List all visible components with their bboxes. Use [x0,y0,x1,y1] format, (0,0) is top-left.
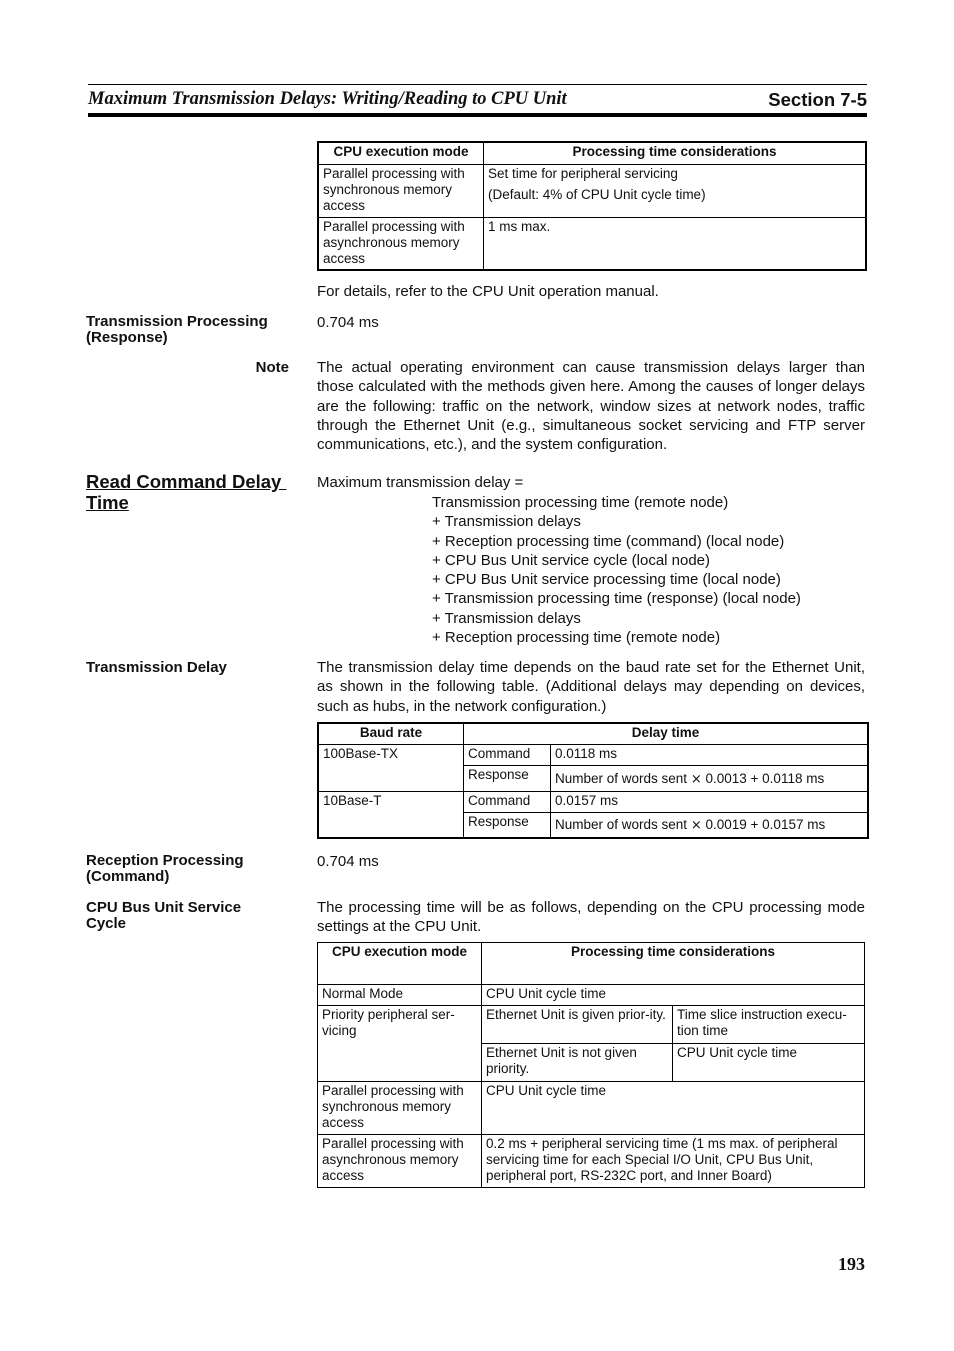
table-cell: CPU Unit cycle time [482,1082,865,1135]
side-heading-line: Transmission Processing [86,313,268,330]
cell-line: Set time for peripheral servicing [488,165,678,181]
table-cell: Time slice instruction execu-tion time [673,1006,865,1044]
tx-processing-value: 0.704 ms [317,314,379,331]
heading-line: Read Command Delay [86,471,287,492]
table-row [318,791,868,812]
table-header: CPU execution mode [318,943,482,985]
note-label: Note [255,359,289,376]
table-cell: Command [464,791,551,812]
table-cell [551,765,869,791]
table-row [318,1135,865,1188]
note-text: The actual operating environment can cause transmission delays larger than those calculated with the methods given here. Among the causes of longer delays are the following: traffic on the network, window sizes at network nodes, traffic through the Ethernet Unit (e.g., simultaneous socket servicing and FTP server communications, etc.), and the system configuration. [317,359,865,454]
table-row [318,1082,865,1135]
table-cell: 100Base-TX [318,744,464,791]
table-cell: Parallel processing with synchronous memory access [318,164,484,217]
table-cell: Command [464,744,551,765]
side-heading-line: CPU Bus Unit Service [86,899,242,916]
side-heading-tx-processing [86,314,268,346]
page-header-title: Maximum Transmission Delays: Writing/Reading to CPU Unit [88,89,567,109]
side-heading-line: Cycle [86,915,127,932]
table-cell: 1 ms max. [484,217,867,270]
side-heading-reception-processing [86,853,244,885]
section-label: Section 7-5 [768,89,867,110]
table-row [318,985,865,1006]
details-text: For details, refer to the CPU Unit operation manual. [317,283,659,300]
formula-term: + Transmission delays [432,513,581,531]
formula-term: + CPU Bus Unit service cycle (local node) [432,551,711,569]
formula-term: + Reception processing time (remote node) [432,629,721,647]
table-row [318,744,868,765]
table-cell [484,164,867,217]
table-row [318,217,866,270]
reception-processing-value: 0.704 ms [317,853,379,870]
table-cell: Normal Mode [318,985,482,1006]
cpu-mode-table-2 [317,942,865,1188]
table-header: Processing time considerations [482,943,865,985]
side-heading-line: (Command) [86,868,170,885]
baud-rate-table [317,722,869,839]
header-rule-bottom [88,113,867,117]
service-cycle-text: The processing time will be as follows, depending on the CPU processing mode settings at the CPU Unit. [317,899,865,936]
table-cell: Ethernet Unit is given prior-ity. [482,1006,673,1044]
table-header: Processing time considerations [484,142,867,164]
table-header: Baud rate [318,723,464,744]
page-number: 193 [838,1254,865,1274]
table-cell: Response [464,812,551,838]
table-cell: CPU Unit cycle time [673,1044,865,1082]
table-cell: Response [464,765,551,791]
table-cell: 0.2 ms + peripheral servicing time (1 ms max. of peripheral servicing time for each Special I/O Unit, CPU Bus Unit, peripheral port, RS-232C port, and Inner Board) [482,1135,865,1188]
cell-line: (Default: 4% of CPU Unit cycle time) [488,186,706,202]
table-header: CPU execution mode [318,142,484,164]
table-cell: CPU Unit cycle time [482,985,865,1006]
table-row [318,164,866,217]
side-heading-transmission-delay: Transmission Delay [86,659,227,676]
formula-intro: Maximum transmission delay = [317,474,524,491]
table-row [318,1006,865,1044]
side-heading-line: Reception Processing [86,852,244,869]
formula-term: + Transmission delays [432,609,581,627]
heading-line: Time [86,492,129,513]
formula-terms [432,493,801,647]
table-cell: 0.0118 ms [551,744,869,765]
table-cell [551,812,869,838]
formula-term: + Reception processing time (command) (local node) [432,532,785,550]
formula-term: Transmission processing time (remote node) [432,494,729,511]
formula-term: + Transmission processing time (response) (local node) [432,590,801,608]
table-header: Delay time [464,723,869,744]
header-rule-top [88,84,867,85]
table-cell: 0.0157 ms [551,791,869,812]
cpu-mode-table-1 [317,141,867,271]
read-command-delay-heading [86,471,286,513]
cell-text: Number of words sent [555,770,688,786]
times-symbol: × [690,771,702,787]
table-cell: Priority peripheral ser-vicing [318,1006,482,1082]
formula-term: + CPU Bus Unit service processing time (local node) [432,571,781,589]
transmission-delay-text: The transmission delay time depends on the baud rate set for the Ethernet Unit, as shown in the following table. (Additional delays may depending on devices, such as hubs, in the network configuration.) [317,659,865,715]
cell-text: Number of words sent [555,817,688,832]
times-symbol: × [690,818,702,833]
table-cell: Ethernet Unit is not given priority. [482,1044,673,1082]
cell-text: 0.0019 + 0.0157 ms [705,817,826,832]
table-cell: Parallel processing with asynchronous memory access [318,217,484,270]
side-heading-line: (Response) [86,329,168,346]
cell-text: 0.0013 + 0.0118 ms [705,770,825,786]
side-heading-service-cycle [86,900,241,932]
table-cell: Parallel processing with synchronous memory access [318,1082,482,1135]
table-cell: 10Base-T [318,791,464,838]
table-cell: Parallel processing with asynchronous memory access [318,1135,482,1188]
